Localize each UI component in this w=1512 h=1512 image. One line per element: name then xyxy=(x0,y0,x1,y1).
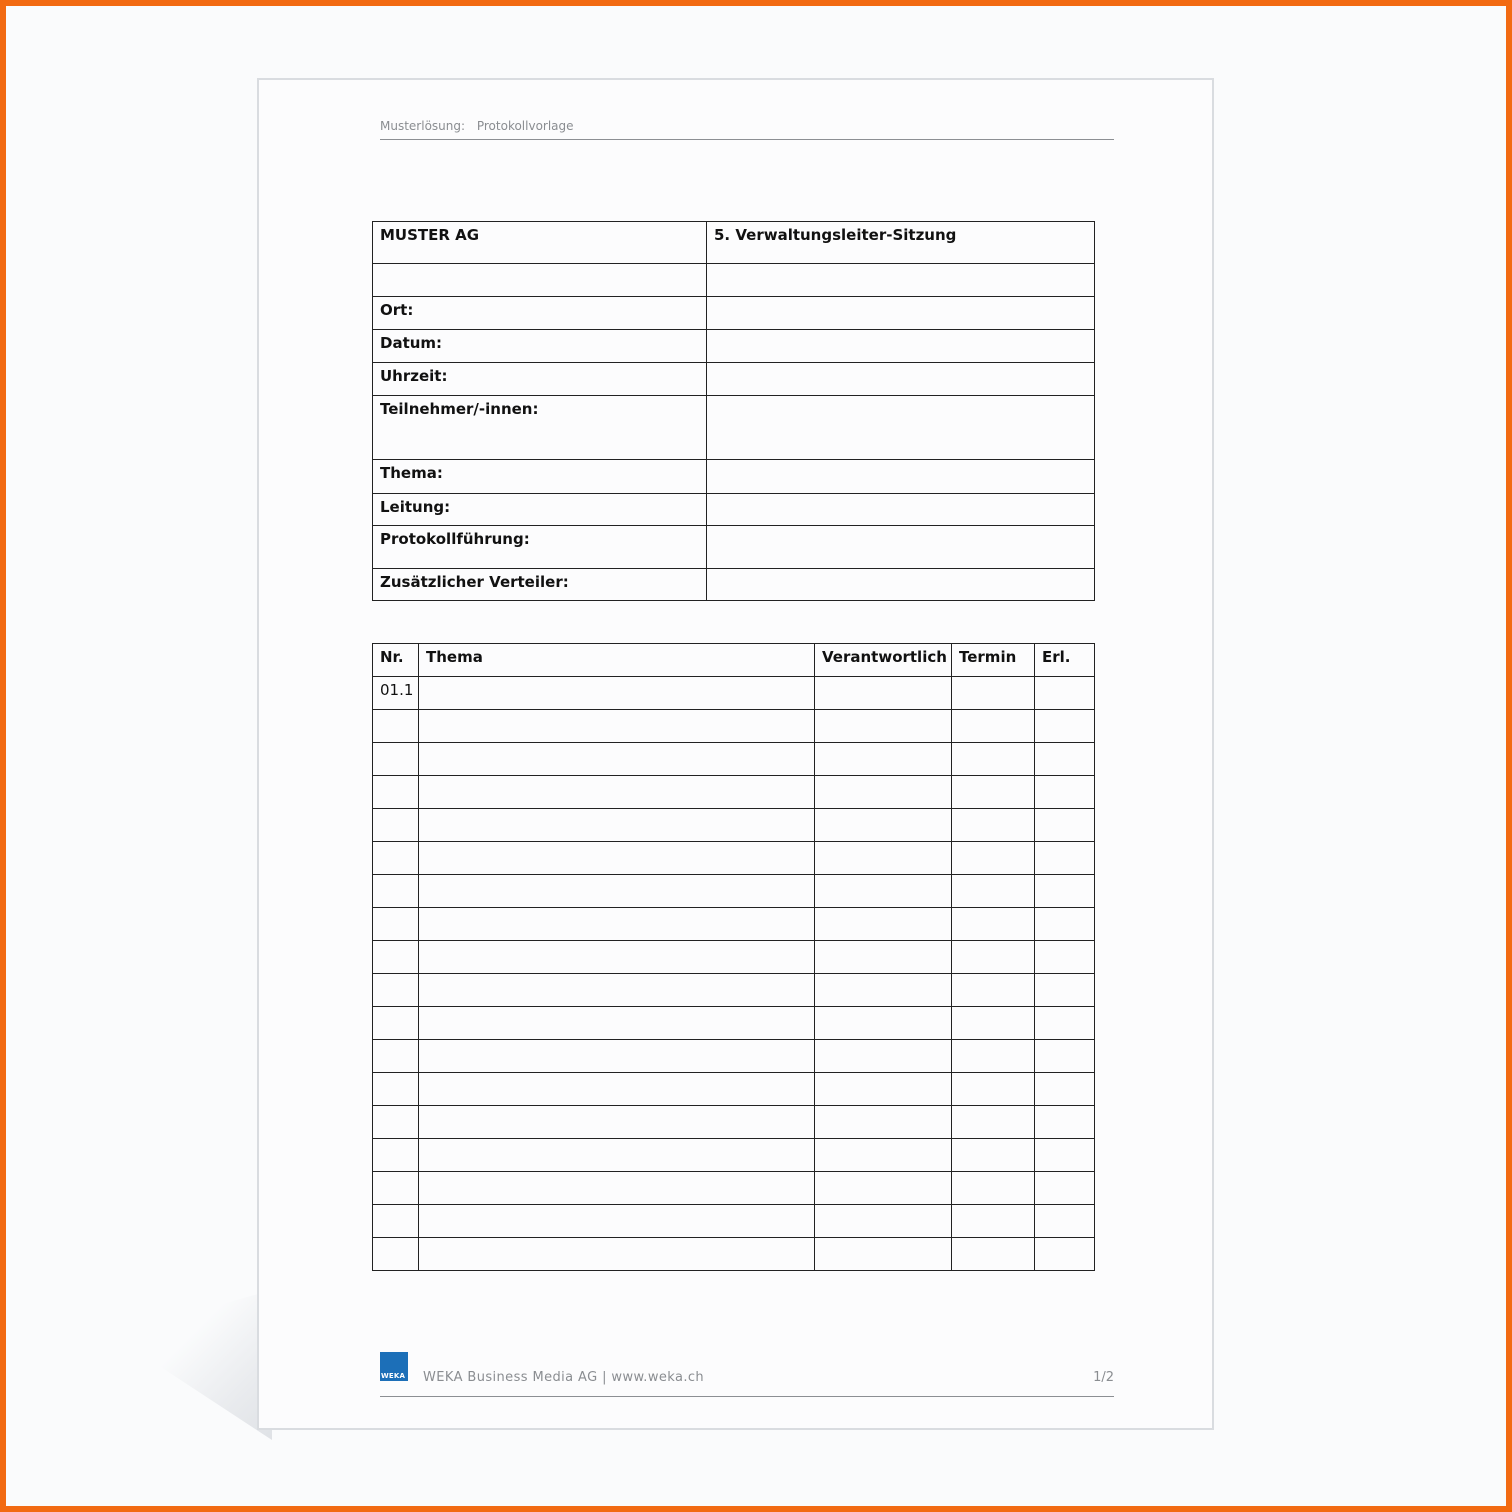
value-uhrzeit[interactable] xyxy=(707,363,1095,396)
table-cell[interactable] xyxy=(419,875,815,908)
table-cell[interactable] xyxy=(373,1007,419,1040)
items-body xyxy=(373,677,1095,1271)
info-row-teilnehmer xyxy=(373,396,1095,460)
table-row xyxy=(373,677,1095,710)
table-cell[interactable] xyxy=(952,809,1035,842)
table-cell[interactable] xyxy=(815,875,952,908)
meeting-info-table xyxy=(372,221,1095,601)
label-uhrzeit: Uhrzeit: xyxy=(373,363,707,396)
table-cell[interactable] xyxy=(815,743,952,776)
table-cell[interactable] xyxy=(1035,1073,1095,1106)
table-cell[interactable] xyxy=(419,1205,815,1238)
table-cell[interactable] xyxy=(952,1040,1035,1073)
table-row xyxy=(373,1205,1095,1238)
table-cell[interactable] xyxy=(952,710,1035,743)
table-row xyxy=(373,1139,1095,1172)
table-cell[interactable] xyxy=(952,1238,1035,1271)
table-cell[interactable] xyxy=(952,908,1035,941)
table-cell[interactable] xyxy=(952,1106,1035,1139)
table-cell[interactable] xyxy=(373,1205,419,1238)
table-cell[interactable] xyxy=(952,1205,1035,1238)
value-thema[interactable] xyxy=(707,460,1095,494)
table-cell[interactable] xyxy=(1035,842,1095,875)
table-cell[interactable] xyxy=(1035,809,1095,842)
table-row xyxy=(373,1172,1095,1205)
column-header-nr: Nr. xyxy=(373,644,419,677)
table-cell[interactable] xyxy=(419,710,815,743)
table-row xyxy=(373,1073,1095,1106)
table-row xyxy=(373,908,1095,941)
page-header xyxy=(380,119,1114,140)
table-cell[interactable] xyxy=(1035,1205,1095,1238)
table-cell[interactable] xyxy=(419,1007,815,1040)
table-cell[interactable] xyxy=(952,776,1035,809)
info-row-datum xyxy=(373,330,1095,363)
label-ort: Ort: xyxy=(373,297,707,330)
table-cell[interactable] xyxy=(1035,875,1095,908)
table-cell[interactable] xyxy=(815,974,952,1007)
table-row xyxy=(373,941,1095,974)
table-cell[interactable] xyxy=(815,1139,952,1172)
table-cell[interactable] xyxy=(1035,743,1095,776)
table-row xyxy=(373,875,1095,908)
table-cell[interactable] xyxy=(952,1139,1035,1172)
table-cell[interactable] xyxy=(952,875,1035,908)
info-row-protokollfuehrung xyxy=(373,526,1095,569)
table-cell[interactable] xyxy=(815,1172,952,1205)
table-cell[interactable] xyxy=(373,908,419,941)
table-cell[interactable] xyxy=(815,1073,952,1106)
table-cell[interactable] xyxy=(815,908,952,941)
value-protokollfuehrung[interactable] xyxy=(707,526,1095,569)
table-cell[interactable] xyxy=(1035,776,1095,809)
table-cell[interactable] xyxy=(815,1106,952,1139)
meeting-name: 5. Verwaltungsleiter-Sitzung xyxy=(707,222,1095,264)
table-cell[interactable] xyxy=(1035,677,1095,710)
column-header-termin: Termin xyxy=(952,644,1035,677)
value-leitung[interactable] xyxy=(707,494,1095,526)
table-cell[interactable] xyxy=(1035,1106,1095,1139)
table-cell[interactable] xyxy=(815,1007,952,1040)
label-leitung: Leitung: xyxy=(373,494,707,526)
table-row xyxy=(373,1007,1095,1040)
company-name: MUSTER AG xyxy=(373,222,707,264)
table-row xyxy=(373,809,1095,842)
column-header-erl: Erl. xyxy=(1035,644,1095,677)
footer-text: WEKA Business Media AG | www.weka.ch xyxy=(423,1370,705,1385)
label-verteiler: Zusätzlicher Verteiler: xyxy=(373,569,707,601)
table-cell[interactable] xyxy=(373,743,419,776)
info-row-leitung xyxy=(373,494,1095,526)
table-cell[interactable] xyxy=(815,710,952,743)
table-cell[interactable] xyxy=(373,1073,419,1106)
table-cell[interactable] xyxy=(419,1106,815,1139)
table-cell[interactable] xyxy=(419,974,815,1007)
table-row xyxy=(373,1106,1095,1139)
table-cell[interactable] xyxy=(1035,710,1095,743)
table-cell[interactable] xyxy=(373,1238,419,1271)
table-cell[interactable] xyxy=(373,710,419,743)
table-row xyxy=(373,1040,1095,1073)
agenda-items-table xyxy=(372,643,1095,1271)
column-header-verantwortlich: Verantwortlich xyxy=(815,644,952,677)
table-cell[interactable] xyxy=(1035,1007,1095,1040)
info-empty-row xyxy=(373,264,1095,297)
value-datum[interactable] xyxy=(707,330,1095,363)
header-title: Protokollvorlage xyxy=(476,119,574,133)
table-cell[interactable] xyxy=(952,1172,1035,1205)
row-number: 01.1 xyxy=(373,677,419,710)
table-cell[interactable] xyxy=(419,1040,815,1073)
info-row-thema xyxy=(373,460,1095,494)
value-teilnehmer[interactable] xyxy=(707,396,1095,460)
table-cell[interactable] xyxy=(373,875,419,908)
table-cell[interactable] xyxy=(373,776,419,809)
label-thema: Thema: xyxy=(373,460,707,494)
table-cell[interactable] xyxy=(419,776,815,809)
info-title-row xyxy=(373,222,1095,264)
table-cell[interactable] xyxy=(952,842,1035,875)
document-page xyxy=(257,78,1214,1430)
table-cell[interactable] xyxy=(373,974,419,1007)
table-cell[interactable] xyxy=(373,941,419,974)
table-cell[interactable] xyxy=(815,1238,952,1271)
table-cell[interactable] xyxy=(815,776,952,809)
table-cell[interactable] xyxy=(815,809,952,842)
table-cell[interactable] xyxy=(419,941,815,974)
table-cell[interactable] xyxy=(1035,1139,1095,1172)
table-cell[interactable] xyxy=(952,1073,1035,1106)
table-cell[interactable] xyxy=(419,908,815,941)
table-cell[interactable] xyxy=(373,809,419,842)
table-cell[interactable] xyxy=(952,743,1035,776)
table-row xyxy=(373,842,1095,875)
column-header-thema: Thema xyxy=(419,644,815,677)
table-cell[interactable] xyxy=(1035,1238,1095,1271)
weka-logo-icon xyxy=(380,1352,408,1381)
table-cell[interactable] xyxy=(815,941,952,974)
table-row xyxy=(373,776,1095,809)
table-cell[interactable] xyxy=(419,1073,815,1106)
table-cell[interactable] xyxy=(952,1007,1035,1040)
table-row xyxy=(373,974,1095,1007)
table-cell[interactable] xyxy=(1035,1172,1095,1205)
table-cell[interactable] xyxy=(373,1040,419,1073)
table-cell[interactable] xyxy=(419,677,815,710)
label-datum: Datum: xyxy=(373,330,707,363)
table-cell[interactable] xyxy=(815,842,952,875)
table-row xyxy=(373,743,1095,776)
info-row-verteiler xyxy=(373,569,1095,601)
table-cell[interactable] xyxy=(419,1172,815,1205)
table-cell[interactable] xyxy=(373,1172,419,1205)
page-footer xyxy=(380,1352,1114,1397)
items-header-row xyxy=(373,644,1095,677)
table-cell[interactable] xyxy=(373,842,419,875)
table-cell[interactable] xyxy=(373,1106,419,1139)
value-verteiler[interactable] xyxy=(707,569,1095,601)
info-row-uhrzeit xyxy=(373,363,1095,396)
label-protokollfuehrung: Protokollführung: xyxy=(373,526,707,569)
info-row-ort xyxy=(373,297,1095,330)
info-cell[interactable] xyxy=(707,264,1095,297)
table-cell[interactable] xyxy=(419,809,815,842)
table-cell[interactable] xyxy=(419,1139,815,1172)
table-cell[interactable] xyxy=(419,1238,815,1271)
header-label: Musterlösung: xyxy=(380,119,466,133)
table-cell[interactable] xyxy=(419,842,815,875)
table-row xyxy=(373,710,1095,743)
table-cell[interactable] xyxy=(815,1040,952,1073)
page-number: 1/2 xyxy=(1093,1370,1114,1385)
table-cell[interactable] xyxy=(1035,941,1095,974)
table-cell[interactable] xyxy=(373,1139,419,1172)
table-cell[interactable] xyxy=(815,1205,952,1238)
table-cell[interactable] xyxy=(952,974,1035,1007)
info-cell[interactable] xyxy=(373,264,707,297)
table-cell[interactable] xyxy=(1035,974,1095,1007)
table-row xyxy=(373,1238,1095,1271)
table-cell[interactable] xyxy=(1035,1040,1095,1073)
table-cell[interactable] xyxy=(952,677,1035,710)
table-cell[interactable] xyxy=(1035,908,1095,941)
value-ort[interactable] xyxy=(707,297,1095,330)
table-cell[interactable] xyxy=(815,677,952,710)
table-cell[interactable] xyxy=(419,743,815,776)
table-cell[interactable] xyxy=(952,941,1035,974)
logo-text: WEKA xyxy=(381,1372,406,1380)
label-teilnehmer: Teilnehmer/-innen: xyxy=(373,396,707,460)
